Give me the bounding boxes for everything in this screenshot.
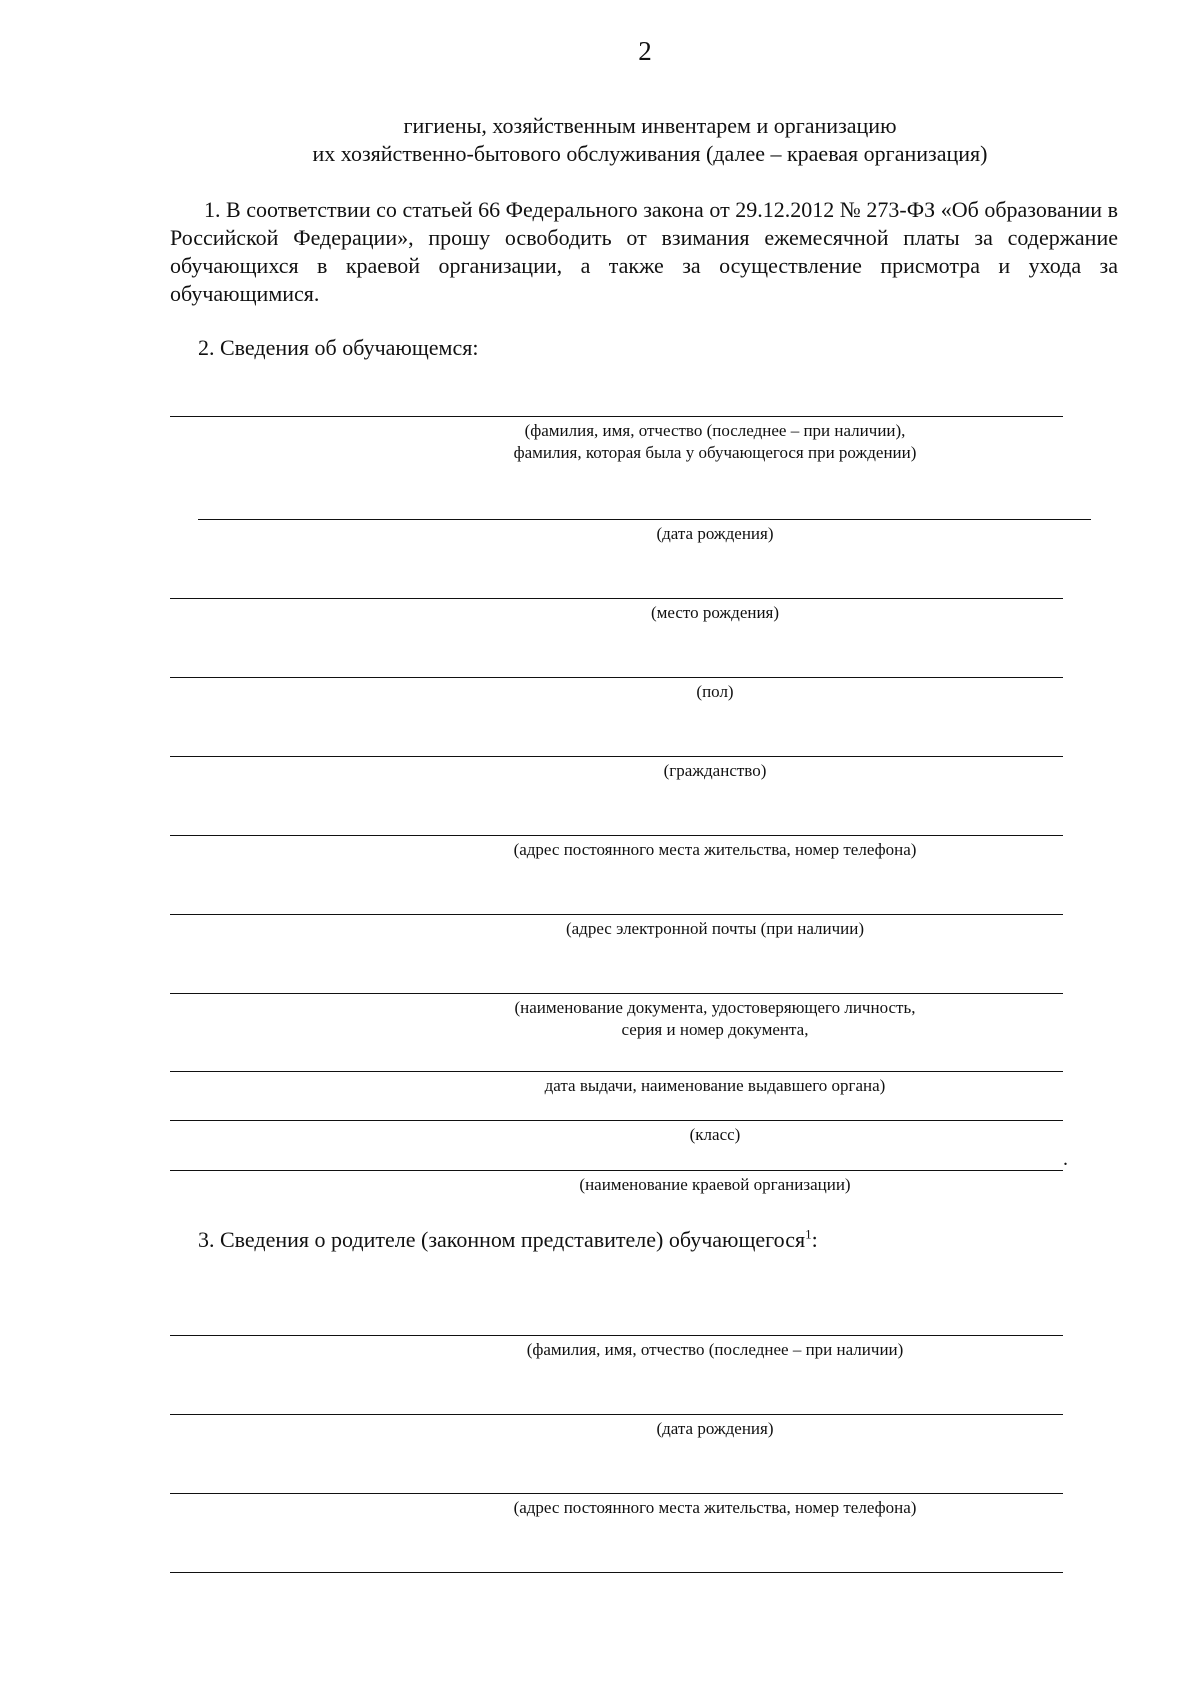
parent-birth-date-line[interactable] [170,1414,1063,1415]
footnote-mark: 1 [805,1226,812,1242]
header-line: их хозяйственно-бытового обслуживания (далее – краевая организация) [312,141,988,166]
grade-caption: (класс) [689,1125,741,1144]
address-caption: (адрес постоянного места жительства, номер телефона) [513,840,917,859]
id-document-caption [170,997,1200,1041]
header-line: гигиены, хозяйственным инвентарем и организацию [403,113,897,138]
birth-date-line[interactable] [198,519,1091,520]
caption-line: фамилия, которая была у обучающегося при рождении) [513,443,917,462]
caption-line: серия и номер документа, [621,1020,809,1039]
parent-address-caption: (адрес постоянного места жительства, номер телефона) [513,1498,917,1517]
birth-date-caption: (дата рождения) [656,524,774,543]
issue-info-line[interactable] [170,1071,1063,1072]
caption-line: (фамилия, имя, отчество (последнее – при наличии), [524,421,906,440]
extra-blank-line[interactable] [170,1572,1063,1573]
page-number: 2 [638,36,652,66]
citizenship-caption: (гражданство) [663,761,767,780]
line-end-period: . [1063,1148,1068,1170]
caption-line: (наименование документа, удостоверяющего личность, [514,998,916,1017]
paragraph-1: 1. В соответствии со статьей 66 Федерального закона от 29.12.2012 № 273-ФЗ «Об образовании в Российской Федерации», прошу освободить от взимания ежемесячной платы за содержание обучающихся в краевой организации, а также за осуществление присмотра и ухода за обучающимися. [170,197,1118,306]
parent-full-name-caption: (фамилия, имя, отчество (последнее – при наличии) [526,1340,904,1359]
email-caption: (адрес электронной почты (при наличии) [565,919,865,938]
sex-line[interactable] [170,677,1063,678]
organization-line[interactable] [170,1170,1063,1171]
birth-place-line[interactable] [170,598,1063,599]
address-line[interactable] [170,835,1063,836]
organization-caption: (наименование краевой организации) [579,1175,851,1194]
parent-address-line[interactable] [170,1493,1063,1494]
grade-line[interactable] [170,1120,1063,1121]
birth-place-caption: (место рождения) [650,603,780,622]
issue-info-caption: дата выдачи, наименование выдавшего органа) [544,1076,886,1095]
section-3-heading-suffix: : [811,1227,818,1252]
full-name-line[interactable] [170,416,1063,417]
parent-full-name-line[interactable] [170,1335,1063,1336]
email-line[interactable] [170,914,1063,915]
section-3-heading-text: 3. Сведения о родителе (законном представителе) обучающегося [198,1227,806,1252]
header-text [170,112,1130,168]
sex-caption: (пол) [696,682,734,701]
parent-birth-date-caption: (дата рождения) [656,1419,774,1438]
section-2-heading: 2. Сведения об обучающемся: [198,335,479,360]
citizenship-line[interactable] [170,756,1063,757]
full-name-caption [170,420,1200,464]
section-3-heading [198,1226,818,1254]
id-document-line[interactable] [170,993,1063,994]
